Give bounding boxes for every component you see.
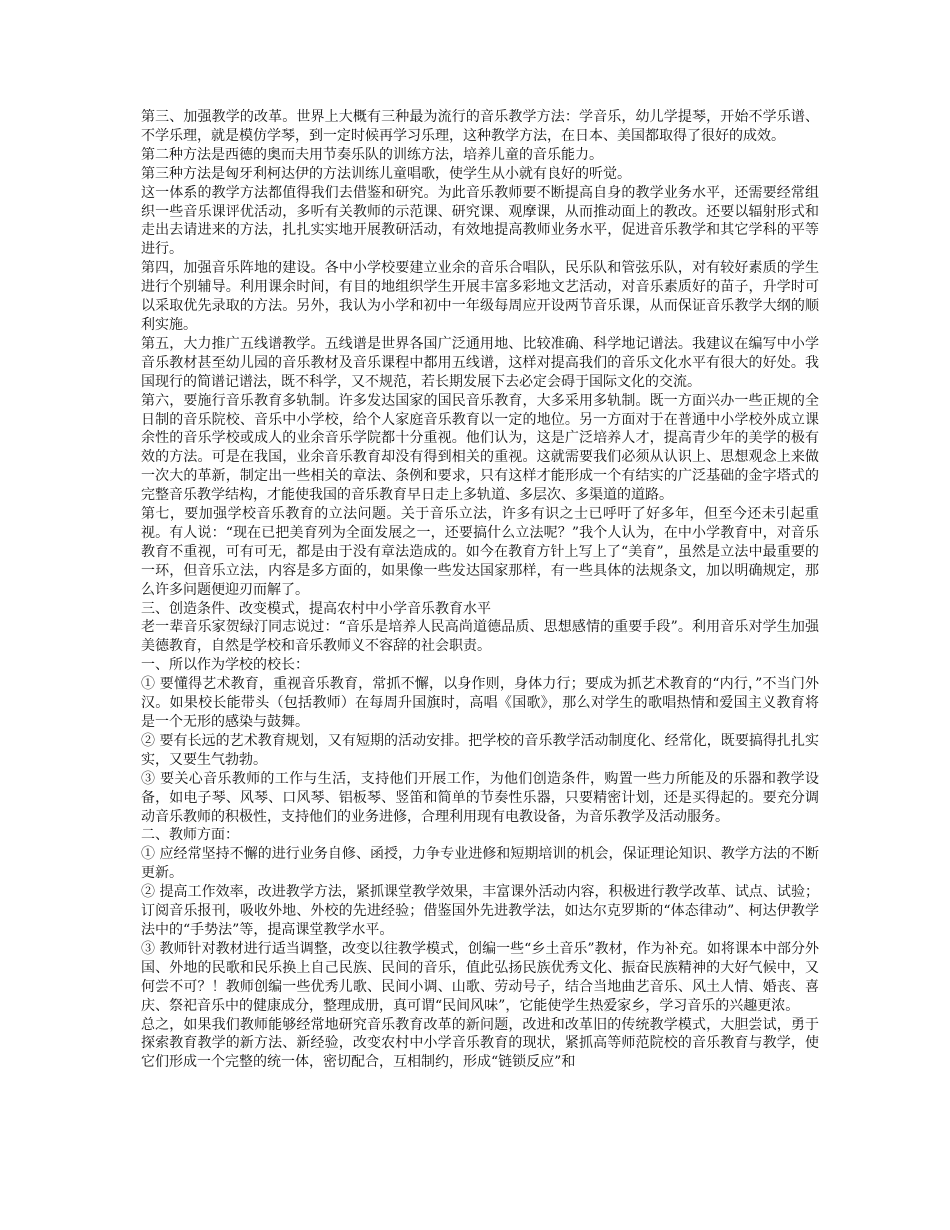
paragraph-he-luting-quote: 老一辈音乐家贺绿汀同志说过：“音乐是培养人民高尚道德品质、思想感情的重要手段”。利用音乐对学生加强美德教育，自然是学校和音乐教师义不容辞的社会职责。: [141, 619, 819, 655]
document-body: [141, 108, 819, 1072]
list-item-teacher-2: ② 提高工作效率，改进教学方法，紧抓课堂教学效果，丰富课外活动内容，积极进行教学改革、试点、试验；订阅音乐报刊，吸收外地、外校的先进经验；借鉴国外先进教学法，如达尔克罗斯的“体态律动”、柯达伊教学法中的“手势法”等，提高课堂教学水平。: [141, 884, 819, 938]
paragraph-third-reform: 第三、加强教学的改革。世界上大概有三种最为流行的音乐教学方法：学音乐，幼儿学提琴，开始不学乐谱、不学乐理，就是模仿学琴，到一定时候再学习乐理，这种教学方法，在日本、美国都取得了很好的成效。: [141, 109, 819, 144]
paragraph-conclusion: 总之，如果我们教师能够经常地研究音乐教育改革的新问题，改进和改革旧的传统教学模式，大胆尝试，勇于探索教育教学的新方法、新经验，改变农村中小学音乐教育的现状，紧抓高等师范院校的音乐教育与教学，使它们形成一个完整的统一体，密切配合，互相制约，形成“链锁反应”和: [141, 1016, 819, 1071]
list-item-principal-2: ② 要有长远的艺术教育规划，又有短期的活动安排。把学校的音乐教学活动制度化、经常化，既要搞得扎扎实实，又要生气勃勃。: [141, 732, 819, 768]
paragraph-seventh-legislation: 第七，要加强学校音乐教育的立法问题。关于音乐立法，许多有识之士已呼吁了好多年，但至今还未引起重视。有人说：“现在已把美育列为全面发展之一，还要搞什么立法呢？”我个人认为，在中小学教育中，对音乐教育不重视，可有可无，都是由于没有章法造成的。如今在教育方针上写上了“美育”，虽然是立法中最重要的一环，但音乐立法，内容是多方面的，如果像一些发达国家那样，有一些具体的法规条文，加以明确规定，那么许多问题便迎刃而解了。: [141, 506, 819, 598]
paragraph-third-method: 第三种方法是匈牙利柯达伊的方法训练儿童唱歌，使学生从小就有良好的听觉。: [141, 165, 631, 182]
section-heading-rural-schools: 三、创造条件、改变模式，提高农村中小学音乐教育水平: [141, 600, 491, 617]
paragraph-fifth-staff-notation: 第五，大力推广五线谱教学。五线谱是世界各国广泛通用地、比较准确、科学地记谱法。我建议在编写中小学音乐教材甚至幼儿园的音乐教材及音乐课程中都用五线谱，这样对提高我们的音乐文化水平有很大的好处。我国现行的简谱记谱法，既不科学，又不规范，若长期发展下去必定会碍于国际文化的交流。: [141, 335, 819, 390]
paragraph-fourth-venue: 第四，加强音乐阵地的建设。各中小学校要建立业余的音乐合唱队，民乐队和管弦乐队，对有较好素质的学生进行个别辅导。利用课余时间，有目的地组织学生开展丰富多彩地文艺活动，对音乐素质好的苗子，升学时可以采取优先录取的方法。另外，我认为小学和初中一年级每周应开设两节音乐课，从而保证音乐教学大纲的顺利实施。: [141, 260, 819, 333]
subheading-principal: 一、所以作为学校的校长：: [141, 657, 309, 674]
paragraph-second-method: 第二种方法是西德的奥而夫用节奏乐队的训练方法，培养儿童的音乐能力。: [141, 146, 603, 163]
list-item-teacher-1: ① 应经常坚持不懈的进行业务自修、函授，力争专业进修和短期培训的机会，保证理论知识、教学方法的不断更新。: [141, 846, 819, 882]
list-item-principal-3: ③ 要关心音乐教师的工作与生活，支持他们开展工作，为他们创造条件，购置一些力所能及的乐器和教学设备，如电子琴、风琴、口风琴、铝板琴、竖笛和简单的节奏性乐器，只要精密计划，还是买得起的。要充分调动音乐教师的积极性，支持他们的业务进修，合理利用现有电教设备，为音乐教学及活动服务。: [141, 770, 819, 825]
subheading-teachers: 二、教师方面：: [141, 827, 239, 844]
paragraph-sixth-multi-track: 第六，要施行音乐教育多轨制。许多发达国家的国民音乐教育，大多采用多轨制。既一方面兴办一些正规的全日制的音乐院校、音乐中小学校，给个人家庭音乐教育以一定的地位。另一方面对于在普通中小学校外成立课余性的音乐学校或成人的业余音乐学院都十分重视。他们认为，这是广泛培养人才，提高青少年的美学的极有效的方法。可是在我国，业余音乐教育却没有得到相关的重视。这就需要我们必须从认识上、思想观念上来做一次大的革新，制定出一些相关的章法、条例和要求，只有这样才能形成一个有结实的广泛基础的金字塔式的完整音乐教学结构，才能使我国的音乐教育早日走上多轨道、多层次、多渠道的道路。: [141, 392, 819, 504]
list-item-teacher-3: ③ 教师针对教材进行适当调整，改变以往教学模式，创编一些“乡土音乐”教材，作为补充。如将课本中部分外国、外地的民歌和民乐换上自己民族、民间的音乐，值此弘扬民族优秀文化、振奋民族精神的大好气候中，又何尝不可？！教师创编一些优秀儿歌、民间小调、山歌、劳动号子，结合当地曲艺音乐、风土人情、婚丧、喜庆、祭祀音乐中的健康成分，整理成册，真可谓“民间风味”，它能使学生热爱家乡，学习音乐的兴趣更浓。: [141, 940, 819, 1014]
paragraph-methods-study: 这一体系的教学方法都值得我们去借鉴和研究。为此音乐教师要不断提高自身的教学业务水平，还需要经常组织一些音乐课评优活动，多听有关教师的示范课、研究课、观摩课，从而推动面上的教改。还要以辐射形式和走出去请进来的方法，扎扎实实地开展教研活动，有效地提高教师业务水平，促进音乐教学和其它学科的平等进行。: [141, 184, 819, 258]
list-item-principal-1: ① 要懂得艺术教育，重视音乐教育，常抓不懈，以身作则，身体力行；要成为抓艺术教育的“内行，”不当门外汉。如果校长能带头（包括教师）在每周升国旗时，高唱《国歌》，那么对学生的歌唱热情和爱国主义教育将是一个无形的感染与鼓舞。: [141, 676, 819, 730]
